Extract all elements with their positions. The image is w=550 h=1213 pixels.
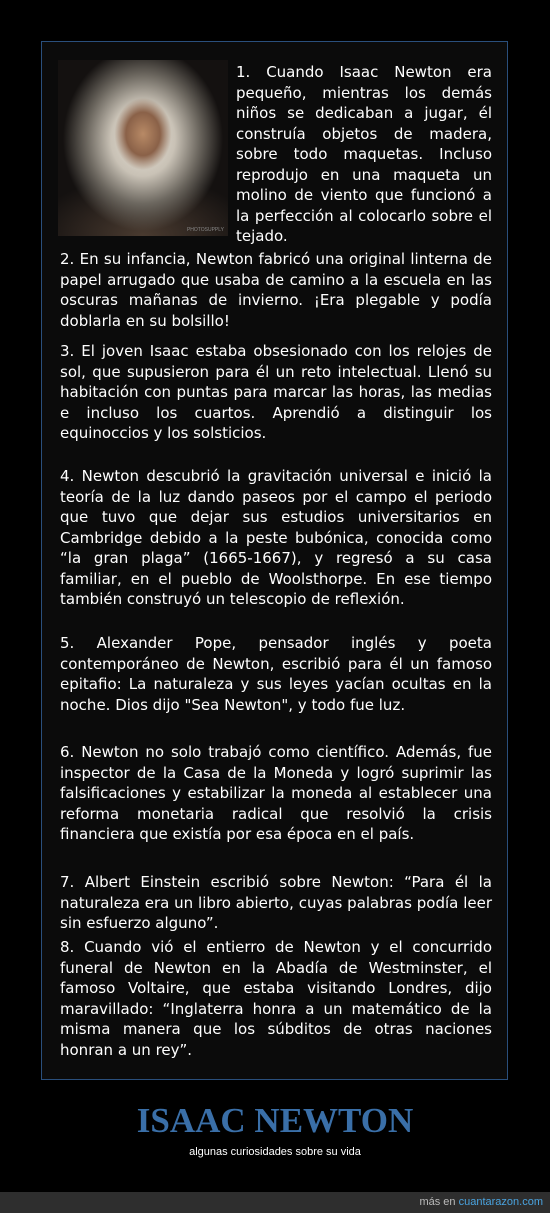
fact-7: 7. Albert Einstein escribió sobre Newton: “Para él la naturaleza era un libro abierto, cuyas palabras podía leer sin esfuerzo alguno”. <box>60 873 492 932</box>
portrait-credit: PHOTOSUPPLY <box>186 227 224 233</box>
fact-1: 1. Cuando Isaac Newton era pequeño, mientras los demás niños se dedicaban a jugar, él construía objetos de madera, sobre todo maquetas. Incluso reprodujo en una maqueta un molino de viento que funcionó a la perfección al colocarlo sobre el tejado. <box>236 63 492 245</box>
fact-5: 5. Alexander Pope, pensador inglés y poeta contemporáneo de Newton, escribió para él un famoso epitafio: La naturaleza y sus leyes yacían ocultas en la noche. Dios dijo "Sea Newton", y todo fue luz. <box>60 634 492 714</box>
isaac-newton-portrait-image <box>58 60 228 236</box>
footer-bar <box>0 1192 550 1213</box>
fact-2: 2. En su infancia, Newton fabricó una original linterna de papel arrugado que usaba de camino a la escuela en las oscuras mañanas de invierno. ¡Era plegable y podía doblarla en su bolsillo! <box>60 250 492 330</box>
poster-title: ISAAC NEWTON <box>136 1101 414 1140</box>
fact-4: 4. Newton descubrió la gravitación universal e inició la teoría de la luz dando paseos por el campo el periodo que tuvo que dejar sus estudios universitarios en Cambridge debido a la peste bubónica, conocida como “la gran plaga” (1665-1667), y regresó a su casa familiar, en el pueblo de Woolsthorpe. En ese tiempo también construyó un telescopio de reflexión. <box>60 467 492 608</box>
fact-8: 8. Cuando vió el entierro de Newton y el concurrido funeral de Newton en la Abadía de Westminster, el famoso Voltaire, que estaba visitando Londres, dijo maravillado: “Inglaterra honra a un matemático de la misma manera que los súbditos de otras naciones honran a un rey”. <box>60 938 492 1059</box>
footer-text <box>419 1196 543 1208</box>
poster-subtitle: algunas curiosidades sobre su vida <box>189 1146 361 1158</box>
fact-6: 6. Newton no solo trabajó como científico. Además, fue inspector de la Casa de la Moneda y logró suprimir las falsificaciones y estabilizar la moneda al establecer una reforma monetaria radical que resolvió la crisis financiera que existía por esa época en el país. <box>60 743 492 843</box>
fact-3: 3. El joven Isaac estaba obsesionado con los relojes de sol, que supusieron para él un reto intelectual. Llenó su habitación con puntas para marcar las horas, las medias e incluso los cuartos. Aprendió a distinguir los equinoccios y los solsticios. <box>60 342 492 442</box>
footer-prefix: más en <box>419 1196 459 1208</box>
site-link[interactable]: cuantarazon.com <box>458 1196 543 1208</box>
